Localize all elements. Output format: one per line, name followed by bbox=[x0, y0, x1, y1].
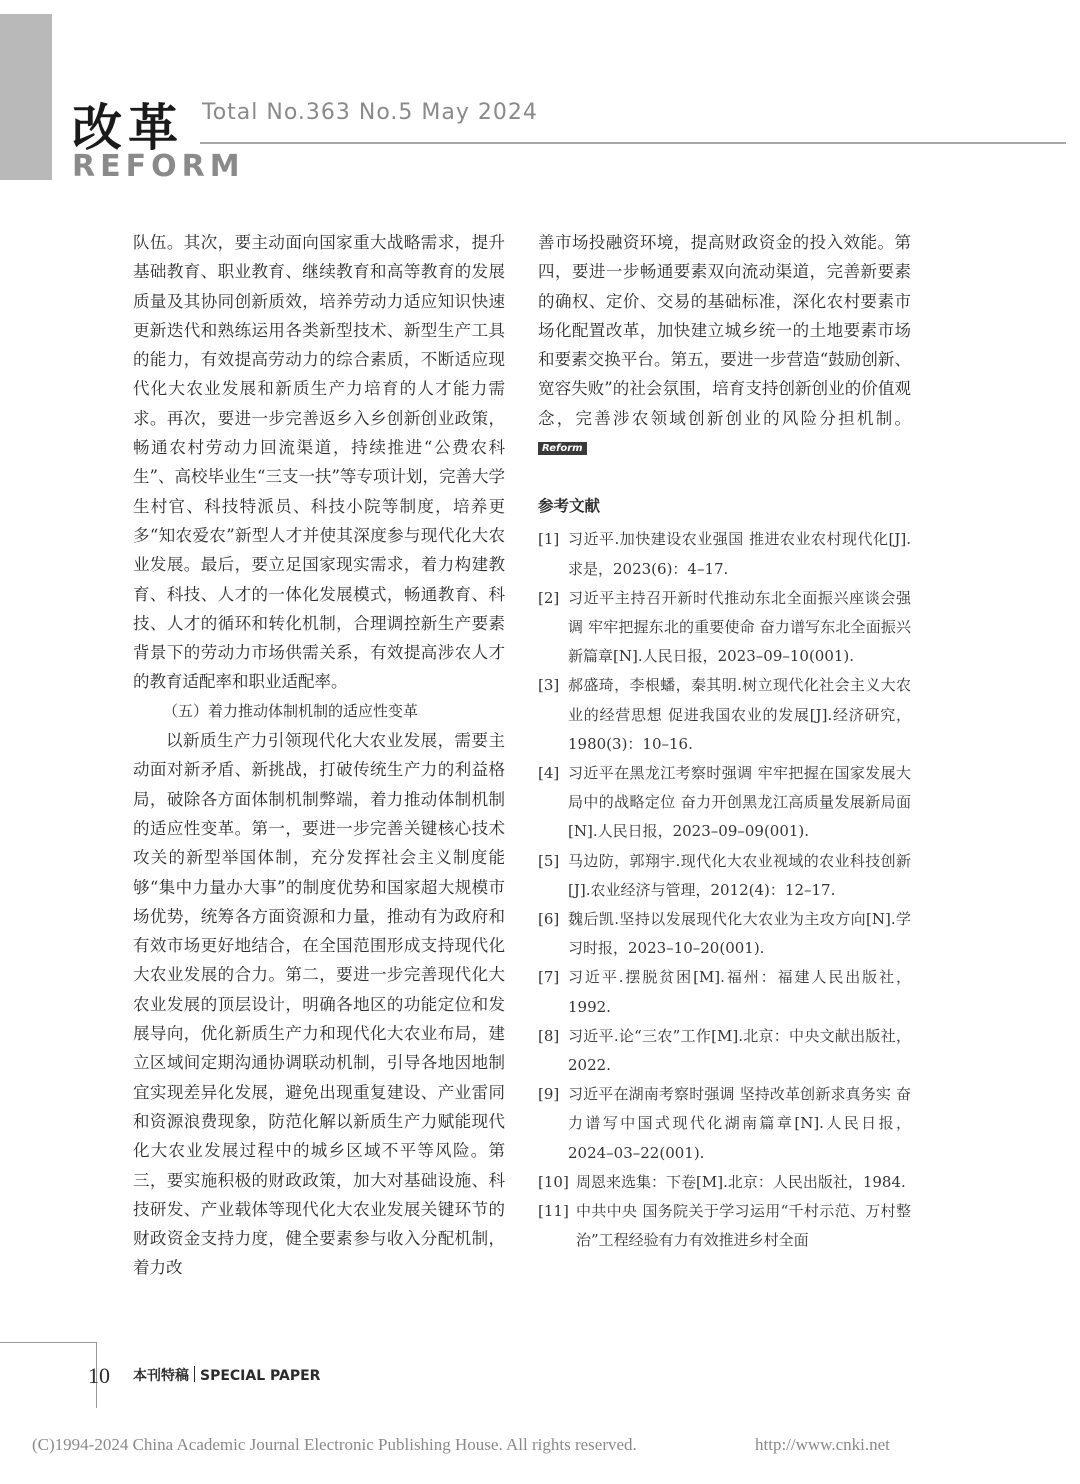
reference-number: [11] bbox=[538, 1202, 569, 1221]
reference-item bbox=[538, 1022, 911, 1080]
reference-item bbox=[538, 1197, 911, 1255]
reference-number: [9] bbox=[538, 1085, 560, 1104]
reference-number: [10] bbox=[538, 1172, 569, 1191]
side-accent-bar bbox=[0, 14, 52, 180]
reference-text: 郝盛琦，李根蟠，秦其明.树立现代化社会主义大农业的经营思想 促进我国农业的发展[J].经济研究，1980(3)：10–16. bbox=[568, 676, 911, 753]
reference-item bbox=[538, 847, 911, 905]
right-column bbox=[538, 228, 911, 1255]
footer-corner-rule bbox=[0, 1342, 97, 1343]
reference-item bbox=[538, 759, 911, 847]
reference-text: 马边防，郭翔宇.现代化大农业视域的农业科技创新[J].农业经济与管理，2012(4)：12–17. bbox=[568, 851, 911, 899]
section-subheading: （五）着力推动体制机制的适应性变革 bbox=[163, 701, 419, 720]
reference-item bbox=[538, 1168, 911, 1197]
reference-text: 习近平在黑龙江考察时强调 牢牢把握在国家发展大局中的战略定位 奋力开创黑龙江高质量发展新局面[N].人民日报，2023–09–09(001). bbox=[568, 764, 911, 841]
section-label bbox=[133, 1366, 320, 1386]
reference-number: [7] bbox=[538, 968, 560, 987]
reference-item bbox=[538, 671, 911, 759]
reference-text: 习近平.论“三农”工作[M].北京：中央文献出版社，2022. bbox=[568, 1026, 911, 1075]
page-number: 10 bbox=[88, 1363, 110, 1388]
issue-info: Total No.363 No.5 May 2024 bbox=[202, 100, 538, 125]
journal-title-cn: 改革 bbox=[72, 98, 184, 157]
copyright-line bbox=[32, 1433, 1052, 1457]
reference-item bbox=[538, 905, 911, 963]
reference-number: [1] bbox=[538, 530, 560, 549]
reference-item bbox=[538, 584, 911, 672]
header-rule bbox=[200, 142, 1066, 144]
reform-end-tag: Reform bbox=[538, 442, 587, 455]
body-paragraph: 以新质生产力引领现代化大农业发展，需要主动面对新矛盾、新挑战，打破传统生产力的利益格局，破除各方面体制机制弊端，着力推动体制机制的适应性变革。第一，要进一步完善关键核心技术攻关的新型举国体制，充分发挥社会主义制度能够“集中力量办大事”的制度优势和国家超大规模市场优势，统筹各方面资源和力量，推动有为政府和有效市场更好地结合，在全国范围形成支持现代化大农业发展的合力。第二，要进一步完善现代化大农业发展的顶层设计，明确各地区的功能定位和发展导向，优化新质生产力和现代化大农业布局，建立区域间定期沟通协调联动机制，引导各地因地制宜实现差异化发展，避免出现重复建设、产业雷同和资源浪费现象，防范化解以新质生产力赋能现代化大农业发展过程中的城乡区域不平等风险。第三，要实施积极的财政政策，加大对基础设施、科技研发、产业载体等现代化大农业发展关键环节的财政资金支持力度，健全要素参与收入分配机制，着力改 bbox=[133, 731, 505, 1278]
section-label-en: SPECIAL PAPER bbox=[200, 1368, 321, 1384]
references-heading: 参考文献 bbox=[538, 497, 601, 516]
reference-text: 魏后凯.坚持以发展现代化大农业为主攻方向[N].学习时报，2023–10–20(001). bbox=[568, 910, 911, 958]
section-separator bbox=[194, 1366, 195, 1382]
reference-number: [4] bbox=[538, 764, 560, 782]
body-paragraph: 队伍。其次，要主动面向国家重大战略需求，提升基础教育、职业教育、继续教育和高等教育的发展质量及其协同创新质效，培养劳动力适应知识快速更新迭代和熟练运用各类新型技术、新型生产工具的能力，有效提高劳动力的综合素质，不断适应现代化大农业发展和新质生产力培育的人才能力需求。再次，要进一步完善返乡入乡创新创业政策，畅通农村劳动力回流渠道，持续推进“公费农科生”、高校毕业生“三支一扶”等专项计划，完善大学生村官、科技特派员、科技小院等制度，培养更多“知农爱农”新型人才并使其深度参与现代化大农业发展。最后，要立足国家现实需求，着力构建教育、科技、人才的一体化发展模式，畅通教育、科技、人才的循环和转化机制，合理调控新生产要素背景下的劳动力市场供需关系，有效提高涉农人才的教育适配率和职业适配率。 bbox=[133, 233, 505, 692]
left-column bbox=[133, 228, 505, 1283]
reference-number: [5] bbox=[538, 851, 560, 870]
reference-number: [2] bbox=[538, 588, 560, 607]
reference-item bbox=[538, 1080, 911, 1168]
reference-text: 习近平在湖南考察时强调 坚持改革创新求真务实 奋力谱写中国式现代化湖南篇章[N].人民日报，2024–03–22(001). bbox=[568, 1085, 911, 1162]
cnki-link[interactable]: http://www.cnki.net bbox=[755, 1435, 890, 1454]
reference-text: 中共中央 国务院关于学习运用“千村示范、万村整治”工程经验有力有效推进乡村全面 bbox=[576, 1202, 911, 1250]
reference-text: 习近平主持召开新时代推动东北全面振兴座谈会强调 牢牢把握东北的重要使命 奋力谱写东北全面振兴新篇章[N].人民日报，2023–09–10(001). bbox=[568, 588, 911, 666]
reference-number: [3] bbox=[538, 676, 560, 695]
reference-number: [8] bbox=[538, 1026, 560, 1045]
reference-number: [6] bbox=[538, 910, 560, 929]
reference-text: 周恩来选集：下卷[M].北京：人民出版社，1984. bbox=[576, 1172, 906, 1191]
reference-text: 习近平.加快建设农业强国 推进农业农村现代化[J].求是，2023(6)：4–17. bbox=[568, 530, 911, 578]
reference-item bbox=[538, 963, 911, 1021]
reference-item bbox=[538, 525, 911, 583]
journal-title-en: REFORM bbox=[72, 149, 245, 184]
body-text: 善市场投融资环境，提高财政资金的投入效能。第四，要进一步畅通要素双向流动渠道，完善新要素的确权、定价、交易的基础标准，深化农村要素市场化配置改革，加快建立城乡统一的土地要素市场和要素交换平台。第五，要进一步营造“鼓励创新、宽容失败”的社会氛围，培育支持创新创业的价值观念，完善涉农领域创新创业的风险分担机制。 bbox=[538, 233, 911, 428]
section-label-cn: 本刊特稿 bbox=[133, 1368, 189, 1384]
body-paragraph bbox=[538, 228, 911, 462]
reference-text: 习近平.摆脱贫困[M].福州：福建人民出版社，1992. bbox=[568, 968, 911, 1016]
copyright-text: (C)1994-2024 China Academic Journal Electronic Publishing House. All rights reserved. bbox=[32, 1435, 637, 1454]
